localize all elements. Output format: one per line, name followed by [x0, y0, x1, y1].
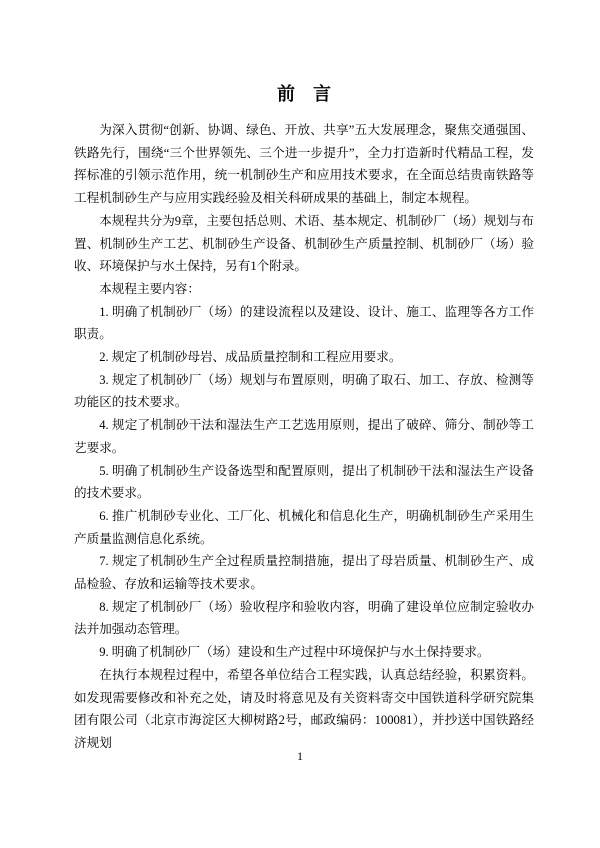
paragraph: 2. 规定了机制砂母岩、成品质量控制和工程应用要求。 [99, 350, 402, 365]
paragraph: 在执行本规程过程中，希望各单位结合工程实践，认真总结经验，积累资料。如发现需要修改和补充之处，请及时将意见及有关资料寄交中国铁道科学研究院集团有限公司（北京市海淀区大柳树路2号，邮政编码：100081），并抄送中国铁路经济规划 [74, 667, 534, 750]
paragraph: 3. 规定了机制砂厂（场）规划与布置原则，明确了取石、加工、存放、检测等功能区的技术要求。 [74, 372, 534, 410]
paragraph: 8. 规定了机制砂厂（场）验收程序和验收内容，明确了建设单位应制定验收办法并加强动态管理。 [74, 599, 534, 637]
page-number: 1 [297, 749, 303, 763]
paragraph: 4. 规定了机制砂干法和湿法生产工艺选用原则，提出了破碎、筛分、制砂等工艺要求。 [74, 418, 534, 455]
page-title: 前 言 [277, 84, 331, 104]
paragraph: 6. 推广机制砂专业化、工厂化、机械化和信息化生产，明确机制砂生产采用生产质量监测信息化系统。 [74, 508, 534, 546]
paragraph: 为深入贯彻“创新、协调、绿色、开放、共享”五大发展理念，聚焦交通强国、铁路先行，围绕“三个世界领先、三个进一步提升”，全力打造新时代精品工程，发挥标准的引领示范作用，统一机制砂生产和应用技术要求，在全面总结贵南铁路等工程机制砂生产与应用实践经验及相关科研成果的基础上，制定本规程。 [74, 123, 534, 206]
paragraph: 1. 明确了机制砂厂（场）的建设流程以及建设、设计、施工、监理等各方工作职责。 [74, 304, 534, 342]
paragraph: 5. 明确了机制砂生产设备选型和配置原则，提出了机制砂干法和湿法生产设备的技术要求。 [74, 463, 534, 501]
paragraph: 本规程主要内容： [99, 281, 200, 296]
paragraph: 9. 明确了机制砂厂（场）建设和生产过程中环境保护与水土保持要求。 [99, 645, 490, 660]
document-body [74, 119, 534, 755]
paragraph: 本规程共分为9章，主要包括总则、术语、基本规定、机制砂厂（场）规划与布置、机制砂生产工艺、机制砂生产设备、机制砂生产质量控制、机制砂厂（场）验收、环境保护与水土保持，另有1个附录。 [74, 213, 534, 274]
paragraph: 7. 规定了机制砂生产全过程质量控制措施，提出了母岩质量、机制砂生产、成品检验、存放和运输等技术要求。 [74, 554, 534, 592]
